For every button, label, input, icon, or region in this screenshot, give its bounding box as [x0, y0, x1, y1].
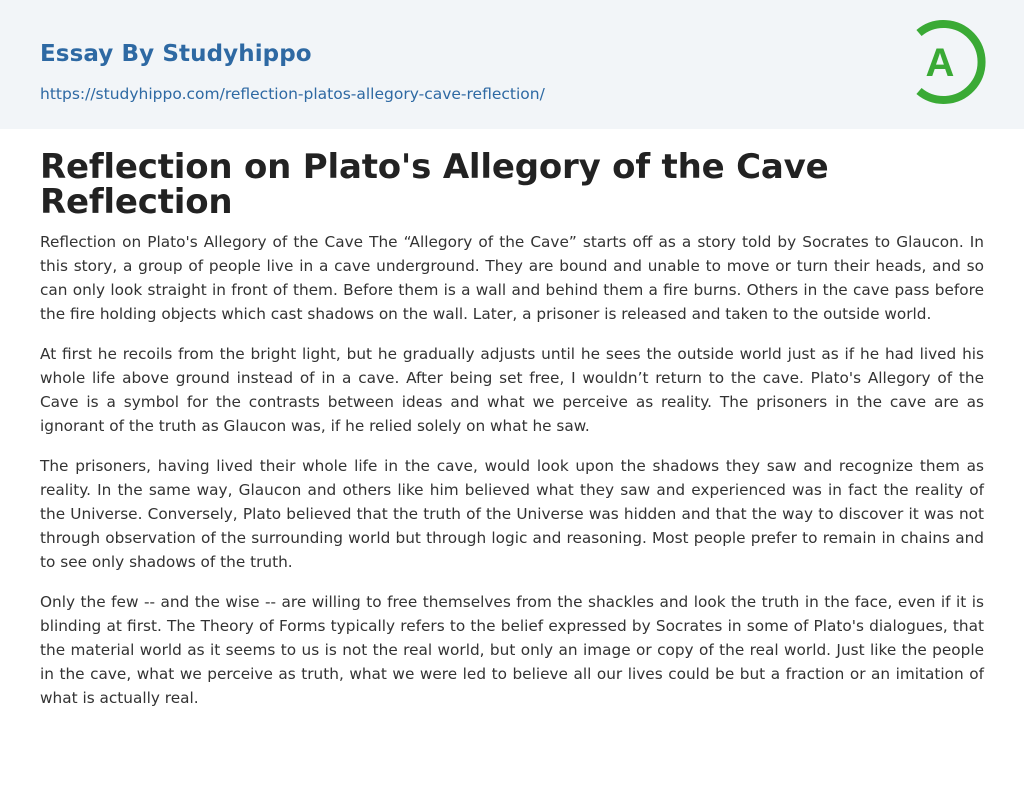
studyhippo-logo-icon[interactable]	[913, 19, 987, 105]
brand-title: Essay By Studyhippo	[40, 41, 312, 67]
essay-body	[40, 230, 984, 710]
essay-paragraph: Reflection on Plato's Allegory of the Cave The “Allegory of the Cave” starts off as a story told by Socrates to Glaucon. In this story, a group of people live in a cave underground. They are bound and unable to move or turn their heads, and so can only look straight in front of them. Before them is a wall and behind them a fire burns. Others in the cave pass before the fire holding objects which cast shadows on the wall. Later, a prisoner is released and taken to the outside world.	[40, 233, 984, 323]
essay-paragraph: Only the few -- and the wise -- are willing to free themselves from the shackles and look the truth in the face, even if it is blinding at first. The Theory of Forms typically refers to the belief expressed by Socrates in some of Plato's dialogues, that the material world as it seems to us is not the real world, but only an image or copy of the real world. Just like the people in the cave, what we perceive as truth, what we were led to believe all our lives could be but a fraction or an imitation of what is actually real.	[40, 593, 984, 707]
page-title: Reflection on Plato's Allegory of the Cave Reflection	[40, 147, 829, 222]
logo-graphic	[913, 19, 987, 105]
source-url-link[interactable]: https://studyhippo.com/reflection-platos-allegory-cave-reflection/	[40, 85, 545, 103]
logo-letter: A	[925, 41, 955, 85]
essay-paragraph: The prisoners, having lived their whole life in the cave, would look upon the shadows they saw and recognize them as reality. In the same way, Glaucon and others like him believed what they saw and experienced was in fact the reality of the Universe. Conversely, Plato believed that the truth of the Universe was hidden and that the way to discover it was not through observation of the surrounding world but through logic and reasoning. Most people prefer to remain in chains and to see only shadows of the truth.	[40, 457, 984, 571]
essay-paragraph: At first he recoils from the bright light, but he gradually adjusts until he sees the outside world just as if he had lived his whole life above ground instead of in a cave. After being set free, I wouldn’t return to the cave. Plato's Allegory of the Cave is a symbol for the contrasts between ideas and what we perceive as reality. The prisoners in the cave are as ignorant of the truth as Glaucon was, if he relied solely on what he saw.	[40, 345, 984, 435]
essay-content	[40, 147, 984, 726]
site-header	[0, 0, 1024, 129]
